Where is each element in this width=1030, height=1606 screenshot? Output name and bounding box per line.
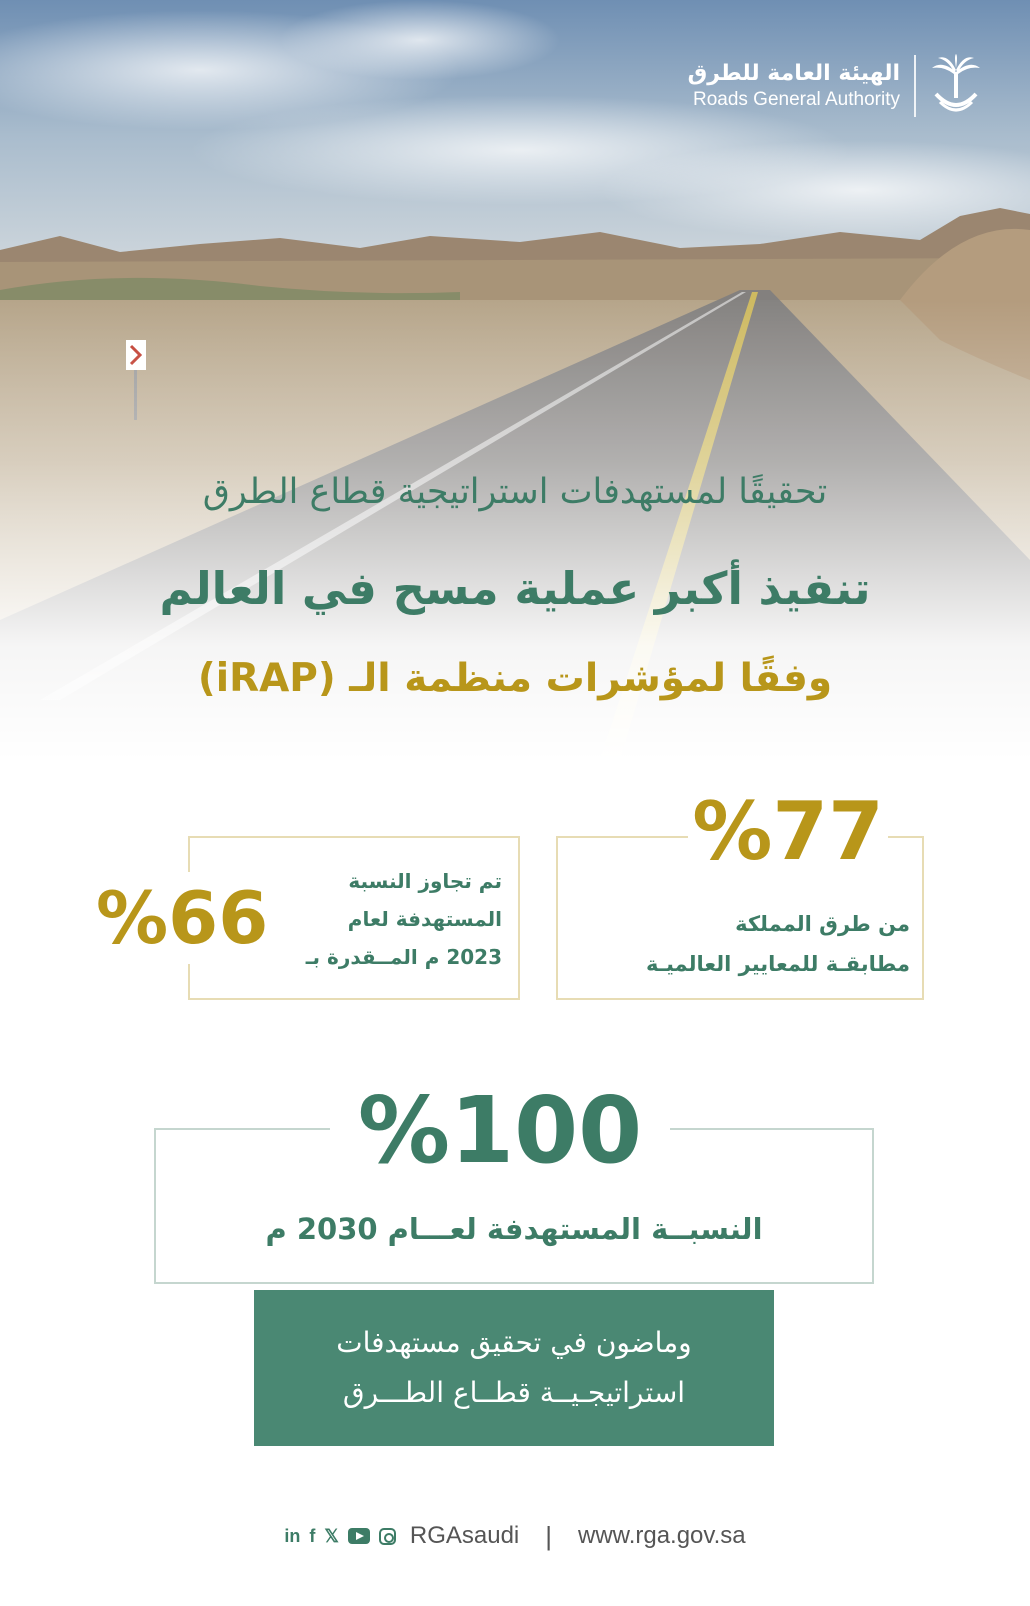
logo-name-english: Roads General Authority	[692, 89, 900, 110]
stat-77-line2: مطابقـة للمعايير العالميـة	[646, 952, 910, 976]
website-link[interactable]: www.rga.gov.sa	[578, 1522, 746, 1549]
youtube-icon[interactable]	[348, 1528, 370, 1544]
logo-divider	[914, 55, 916, 117]
footer-separator: |	[545, 1520, 553, 1551]
stat-66-value: %66	[96, 872, 266, 964]
headline-main: تنفيذ أكبر عملية مسح في العالم	[159, 562, 871, 615]
stat-77-value: %77	[688, 782, 888, 882]
x-icon[interactable]: 𝕏	[324, 1525, 339, 1546]
social-icons	[284, 1526, 396, 1547]
logo-text	[688, 60, 900, 112]
stat-100-value: %100	[330, 1076, 670, 1186]
headline-subtitle: تحقيقًا لمستهدفات استراتيجية قطاع الطرق	[202, 472, 828, 512]
closing-message-box	[254, 1290, 774, 1446]
headline-irap: وفقًا لمؤشرات منظمة الـ (iRAP)	[197, 656, 833, 701]
stat-100-caption: النسبــة المستهدفة لعـــام 2030 م	[265, 1212, 763, 1246]
stat-66-line2: المستهدفة لعام	[347, 907, 502, 931]
stat-66-line3: 2023 م المــقدرة بـ	[305, 945, 502, 969]
footer	[0, 1516, 1030, 1556]
social-handle[interactable]: RGAsaudi	[409, 1522, 520, 1549]
logo-name-arabic: الهيئة العامة للطرق	[687, 61, 900, 86]
stat-66-description	[262, 862, 502, 976]
palm-swords-emblem-icon	[930, 54, 982, 118]
stat-77-description	[590, 904, 910, 984]
instagram-icon[interactable]	[379, 1528, 396, 1545]
stat-66-line1: تم تجاوز النسبة	[348, 869, 502, 893]
closing-line1: وماضون في تحقيق مستهدفات	[336, 1326, 692, 1359]
facebook-icon[interactable]: f	[309, 1525, 316, 1546]
linkedin-icon[interactable]: in	[284, 1525, 301, 1546]
stat-77-line1: من طرق المملكة	[735, 912, 910, 936]
closing-line2: استراتيجـيــة قطــاع الطـــرق	[342, 1376, 686, 1409]
rga-logo	[688, 54, 982, 118]
